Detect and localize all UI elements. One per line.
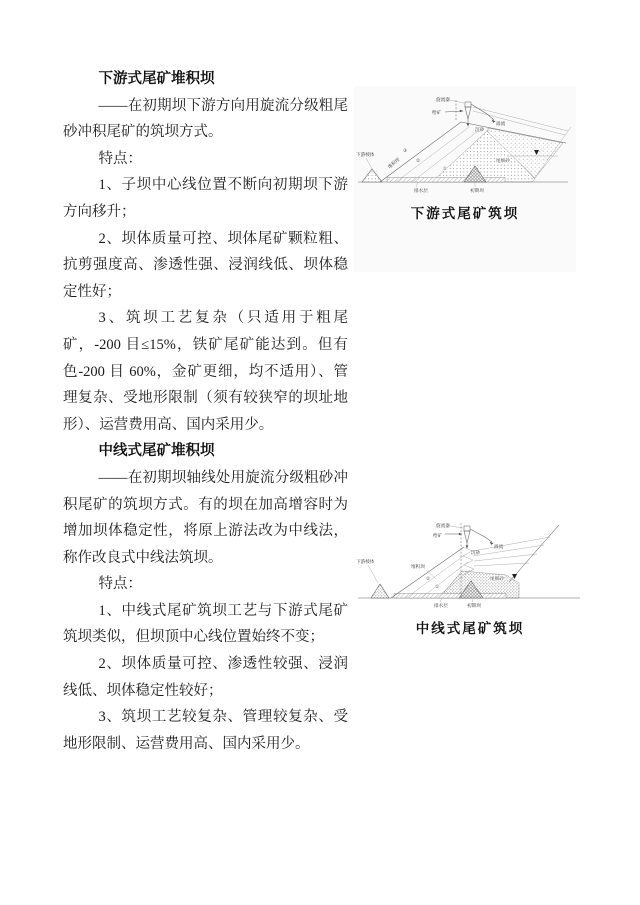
stage-3-label: ③ <box>403 148 408 153</box>
stage-2-label: ② <box>426 576 431 581</box>
fine-tailings-label: 尾细砂 <box>490 576 504 581</box>
stage-1-label: ① <box>443 166 448 171</box>
paragraph: 1、子坝中心线位置不断向初期坝下游方向移升； <box>63 177 348 220</box>
stacked-dam-label: 堆积坝 <box>386 156 401 170</box>
water-level-icon <box>512 574 517 579</box>
centerline-dam-diagram <box>354 487 584 613</box>
stage-1-label: ① <box>435 584 440 589</box>
paragraph: 特点： <box>98 576 143 593</box>
cyclone-icon <box>445 100 496 127</box>
toe-prism-label: 下游棱体 <box>356 152 375 157</box>
figure-caption: 下游式尾矿筑坝 <box>410 206 520 221</box>
paragraph: 2、坝体质量可控、坝体尾矿颗粒粗、抗剪强度高、渗透性强、浸润线低、坝体稳定性好； <box>63 230 348 300</box>
downstream-dam-diagram <box>354 86 572 198</box>
toe-prism <box>362 169 382 182</box>
drainage-layer-label: 排水层 <box>434 603 448 608</box>
paragraph: 3、筑坝工艺较复杂、管理较复杂、受地形限制、运营费用高、国内采用少。 <box>63 709 348 752</box>
paragraph: 1、中线式尾矿筑坝工艺与下游式尾矿筑坝类似，但坝顶中心线位置始终不变； <box>63 602 348 646</box>
underflow-label: 沉砂 <box>475 127 485 132</box>
overflow-label: 溢流 <box>494 544 504 549</box>
toe-prism <box>371 584 389 598</box>
section-heading: 中线式尾矿堆积坝 <box>98 443 215 460</box>
cyclone-label: 旋流器 <box>436 97 450 102</box>
section-heading: 下游式尾矿堆积坝 <box>98 71 215 87</box>
paragraph: 2、坝体质量可控、渗透性较强、浸润线低、坝体稳定性较好； <box>63 656 348 699</box>
paragraph: ——在初期坝下游方向用旋流分级粗尾砂冲积尾矿的筑坝方式。 <box>63 97 348 141</box>
feed-label: 给矿 <box>432 110 442 115</box>
figure-caption: 中线式尾矿筑坝 <box>415 621 525 636</box>
initial-dam-label: 初期坝 <box>467 603 481 608</box>
toe-prism-label: 下游棱体 <box>356 559 375 564</box>
drainage-layer <box>387 178 505 183</box>
figure-downstream-dam <box>354 86 576 272</box>
underflow-label: 沉砂 <box>471 550 481 555</box>
stage-2-label: ② <box>416 158 421 163</box>
text-column <box>63 66 348 757</box>
stacked-dam-label: 堆积坝 <box>411 564 425 569</box>
fine-tailings-label: 尾细砂 <box>496 158 510 163</box>
drainage-layer-label: 排水层 <box>414 188 428 193</box>
tailings-stage-fill <box>432 128 563 182</box>
feed-label: 给矿 <box>433 533 443 538</box>
paragraph: 3、筑坝工艺复杂（只适用于粗尾矿，-200 目≤15%，铁矿尾矿能达到。但有色-200 目 60%，金矿更细，均不适用）、管理复杂、受地形限制（须有较狭窄的坝址地形）、运营费用高、国内采用少。 <box>63 310 348 433</box>
cyclone-label: 旋流器 <box>436 523 450 528</box>
drainage-layer <box>394 594 506 599</box>
foundation <box>358 178 568 183</box>
paragraph: ——在初期坝轴线处用旋流分级粗砂冲积尾矿的筑坝方式。有的坝在加高增容时为增加坝体稳定性，将原上游法改为中线法，称作改良式中线法筑坝。 <box>63 469 348 566</box>
figure-centerline-dam <box>354 487 586 637</box>
initial-dam-label: 初期坝 <box>470 188 484 193</box>
overflow-label: 溢流 <box>496 121 506 126</box>
paragraph: 特点： <box>98 150 143 167</box>
